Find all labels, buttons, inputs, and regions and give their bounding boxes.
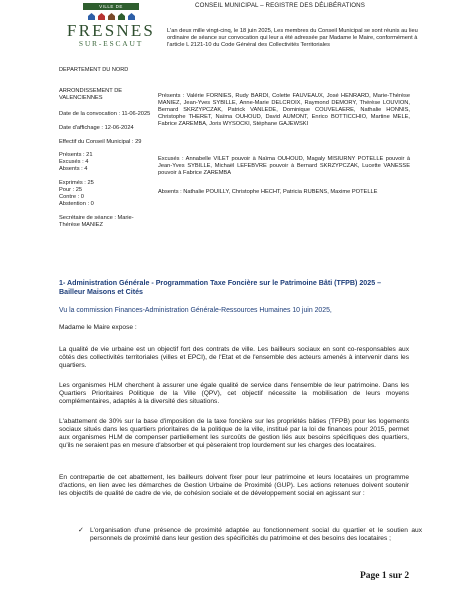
commission-reference: Vu la commission Finances-Administration Générale-Ressources Humaines 10 juin 2025, [59,307,332,314]
paragraph: L'abattement de 30% sur la base d'imposition de la taxe foncière sur les propriétés bâties (TFPB) pour les logements sociaux situés dans les quartiers prioritaires de la politique de la ville, institué par la loi de finances pour 2015, permet aux organismes HLM de compenser partiellement les surcoûts de gestion liés aux besoins spécifiques des quartiers, qu'ils ne seraient pas en mesure d'absorber et qui pèseraient trop lourdement sur les charges des locataires. [59,418,409,450]
session-intro: L'an deux mille vingt-cinq, le 18 juin 2025, Les membres du Conseil Municipal se sont réunis au lieu ordinaire de séance sur convocation qui leur a été adressée par Madame le Maire, conformément à l'article L 2121-10 du Code Général des Collectivités Territoriales [167,28,418,48]
paragraph: Les organismes HLM cherchent à assurer une égale qualité de service dans l'ensemble de leur patrimoine. Dans les Quartiers Prioritaires Politique de la Ville (QPV), cet objectif nécessite la mobilisation de leurs moyens complémentaires, adaptés à la diversité des situations. [59,382,409,406]
council-size: Effectif du Conseil Municipal : 29 [59,138,142,145]
absent-members: Absents : Nathalie POUILLY, Christophe HECHT, Patricia RUBENS, Maxime POTELLE [158,189,378,195]
paragraph: La qualité de vie urbaine est un objectif fort des contrats de ville. Les bailleurs sociaux en sont co-responsables aux côtés des collectivités territoriales (villes et EPCI), de l'Etat et de l'ensemble des acteurs amenés à intervenir dans les quartiers. [59,346,409,370]
excused-members: Excusés : Annabelle VILET pouvoir à Naïma OUHOUD, Magaly MISIURNY POTELLE pouvoir à Jean-Yves SYBILLE, Michaël LEFEBVRE pouvoir à Bernard SKRZYPCZAK, Lucette VANESSE pouvoir à Fabrice ZAREMBA [158,156,410,176]
agenda-item-title: 1- Administration Générale - Programmation Taxe Foncière sur le Patrimoine Bâti (TFPB) 2025 – Bailleur Maisons et Cités [59,279,382,296]
session-secretary: Secrétaire de séance : Marie-Thérèse MANIEZ [59,214,134,228]
votes-for: Pour : 25 [59,187,83,194]
present-count: Présents : 21 [59,152,93,159]
arrondissement-label: ARRONDISSEMENT DE VALENCIENNES [59,87,123,101]
page-number: Page 1 sur 2 [360,571,410,581]
excused-count: Excusés : 4 [59,159,89,166]
session-info-column [59,67,151,229]
checkmark-icon: ✓ [78,527,84,534]
logo-name: FRESNES [66,21,156,40]
absent-count: Absents : 4 [59,166,88,173]
paragraph: En contrepartie de cet abattement, les bailleurs doivent fixer pour leur patrimoine et leurs locataires un programme d'actions, en lien avec les démarches de Gestion Urbaine de Proximité (GUP). Les actions retenues doivent soutenir les objectifs de qualité de cadre de vie, de cohésion sociale et de développement social en agissant sur : [59,474,409,498]
town-logo [66,3,156,48]
convocation-date: Date de la convocation : 11-06-2025 [59,110,151,117]
mayor-statement: Madame le Maire expose : [59,324,137,331]
bullet-text: L'organisation d'une présence de proximité adaptée au fonctionnement social du quartier et le soutien aux personnels de proximité dans leur gestion des spécificités du patrimoine et des besoins des locataires ; [90,527,422,543]
abstentions: Abstention : 0 [59,200,94,207]
votes-cast: Exprimés : 25 [59,180,94,187]
register-title: CONSEIL MUNICIPAL – REGISTRE DES DÉLIBÉRATIONS [195,2,365,9]
votes-against: Contre : 0 [59,193,84,200]
present-members: Présents : Valérie FORNIES, Rudy BARDI, Colette FAUVEAUX, José HENRARD, Marie-Thérèse MANIEZ, Jean-Yves SYBILLE, Anne-Marie DELCROIX, Raymond DEMORY, Thérèse LOUVION, Bernard SKRZYPCZAK, Patrick VANLEDE, Dominique COUVELAERE, Nathalie HONNIS, Christophe THERET, Naïma OUHOUD, David AUMONT, Enrico BOTTICCHIO, Martine MELE, Fabrice ZAREMBA, Joris WYSOCKI, Stéphane GAJEWSKI [158,93,410,127]
display-date: Date d'affichage : 12-06-2024 [59,124,134,131]
logo-band: VILLE DE [83,3,139,10]
logo-subname: SUR-ESCAUT [78,39,144,48]
department-label: DEPARTEMENT DU NORD [59,67,129,73]
bullet-item [78,527,422,543]
logo-houses-icon [66,12,156,21]
